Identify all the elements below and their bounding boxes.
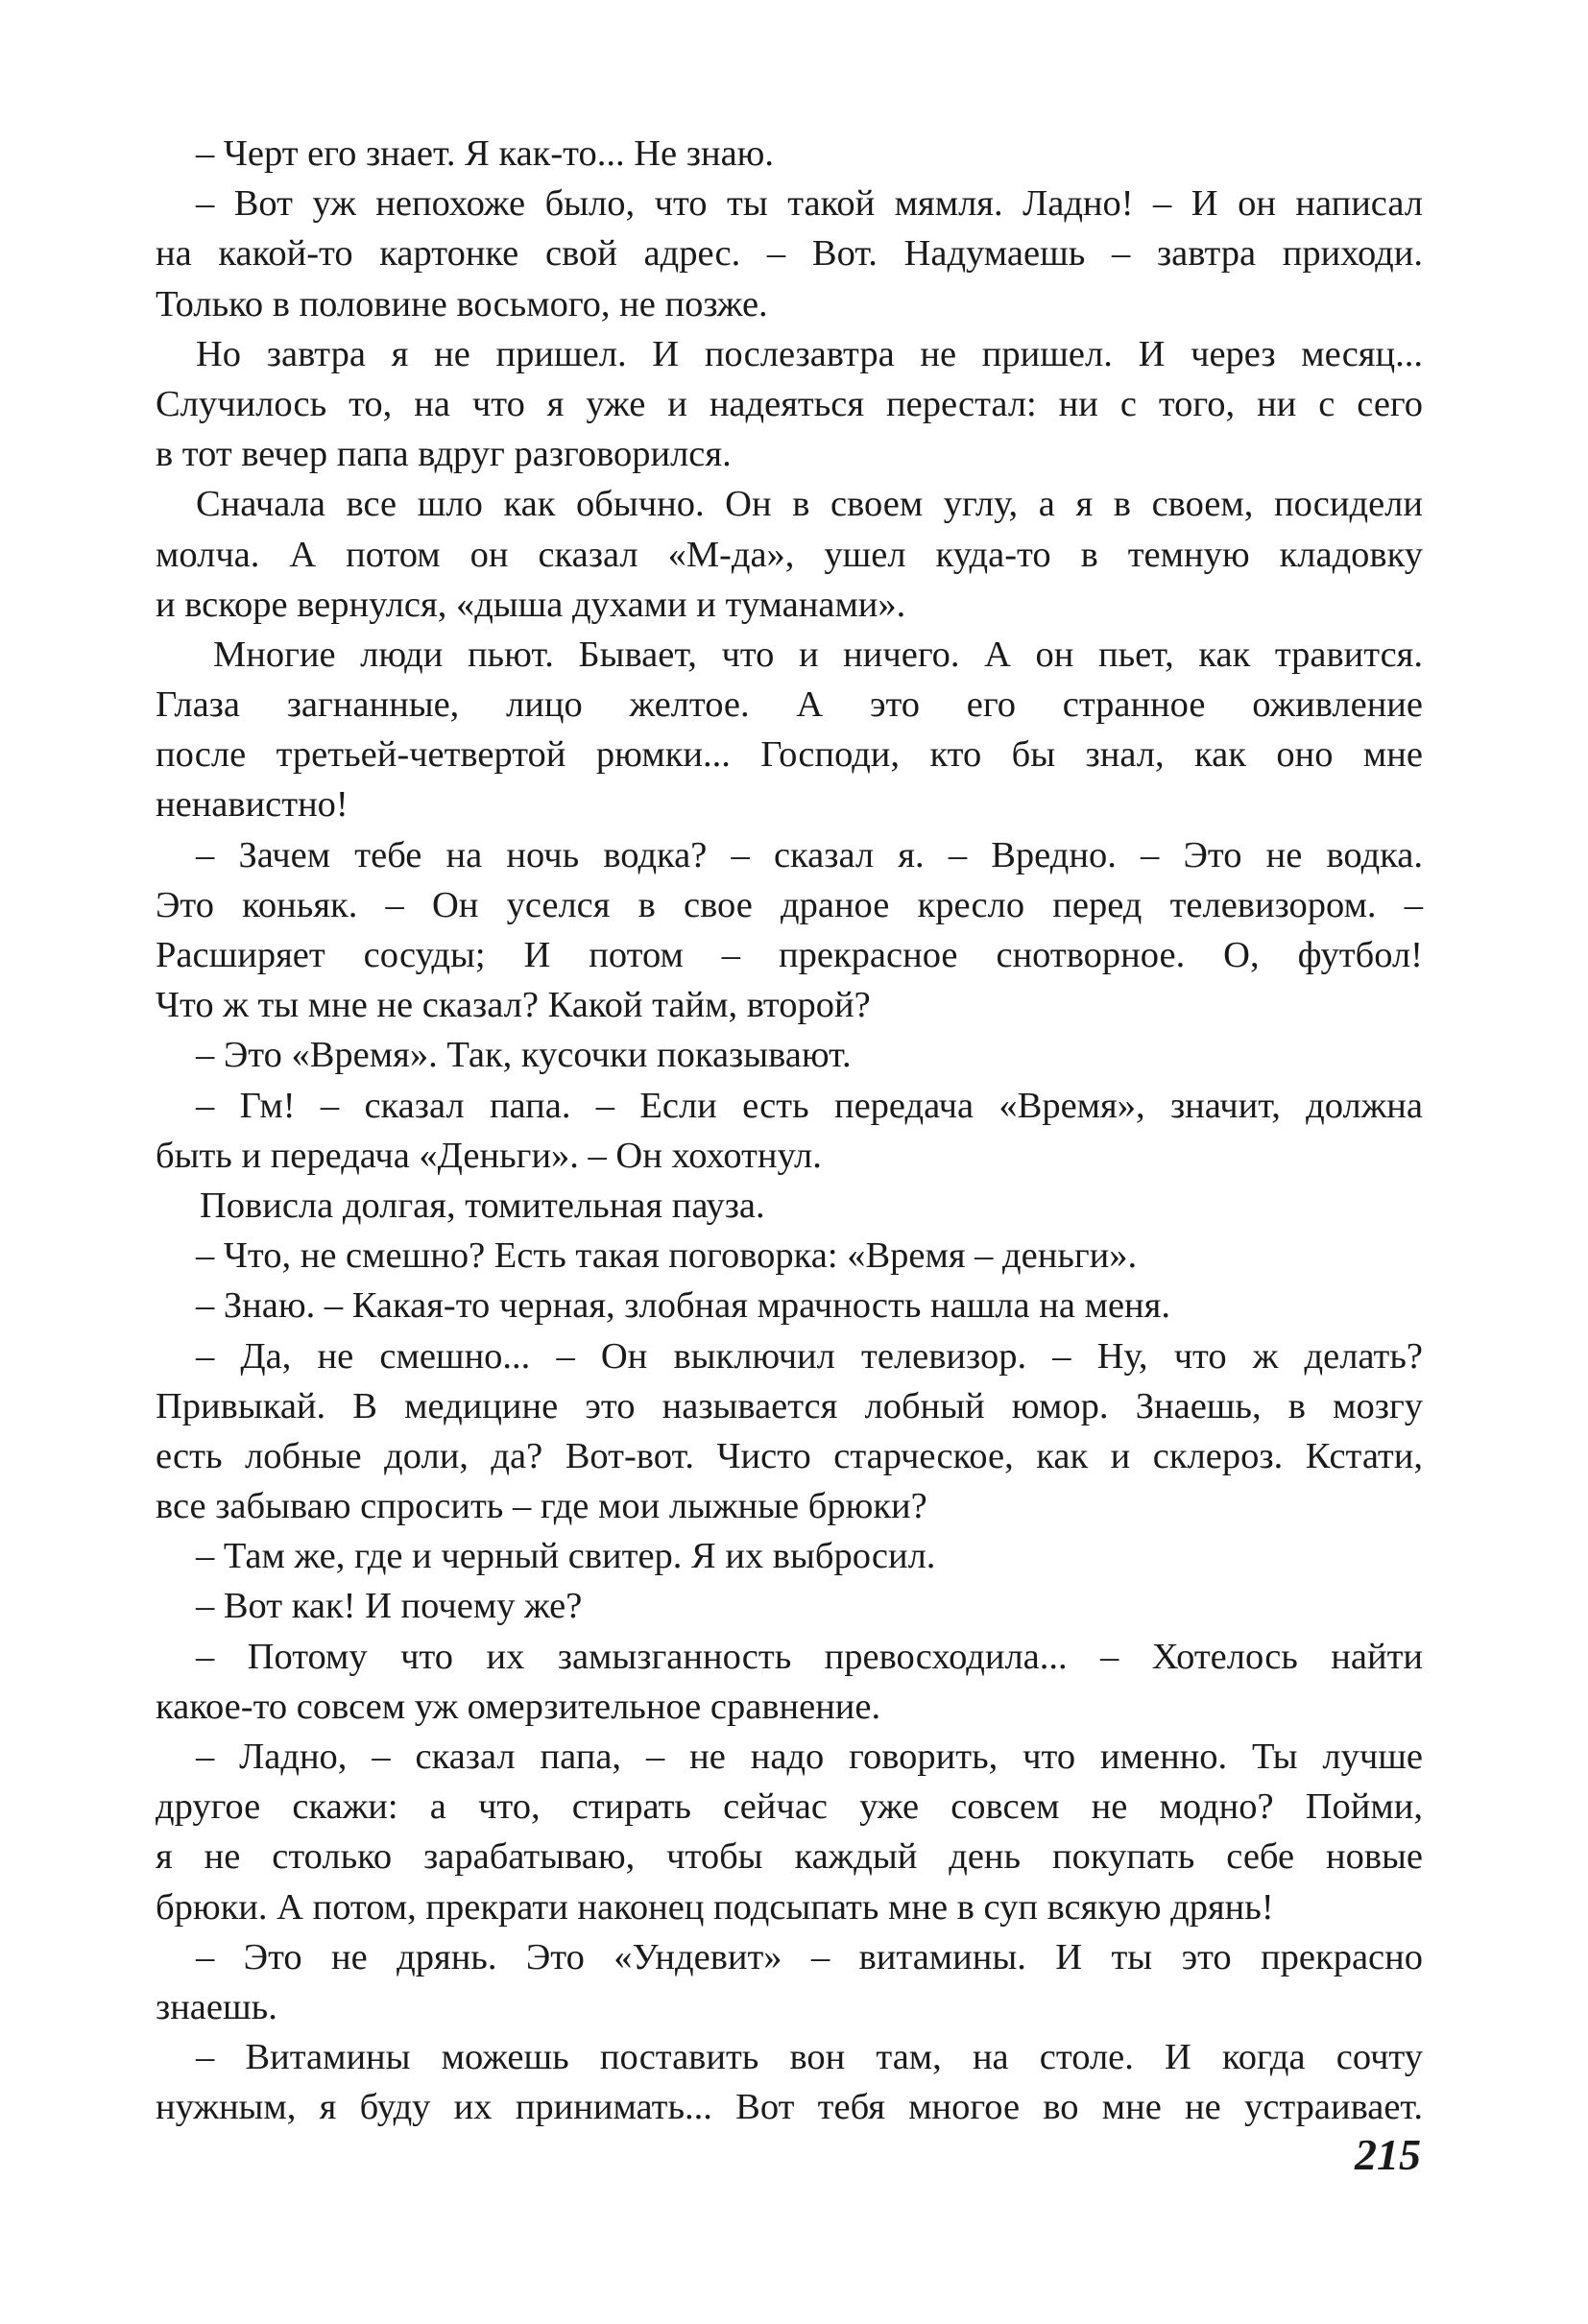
text-line: Многие люди пьют. Бывает, что и ничего. А он пьет, как травится. [213,634,1423,675]
text-line: Только в половине восьмого, не позже. [156,283,768,324]
text-line: – Потому что их замызганность превосходила... – Хотелось найти [196,1636,1423,1677]
body-text [156,129,1423,2133]
text-line: Что ж ты мне не сказал? Какой тайм, второй? [156,985,871,1026]
text-line: – Витамины можешь поставить вон там, на столе. И когда сочту [196,2037,1423,2078]
text-line: Повисла долгая, томительная пауза. [200,1185,765,1226]
text-line: молча. А потом он сказал «М-да», ушел куда-то в темную кладовку [156,534,1423,575]
text-line: – Это «Время». Так, кусочки показывают. [196,1035,852,1076]
text-line: – Зачем тебе на ночь водка? – сказал я. – Вредно. – Это не водка. [196,834,1423,875]
page-number: 215 [1355,2130,1421,2179]
text-line: – Это не дрянь. Это «Ундевит» – витамины. И ты это прекрасно [196,1936,1423,1977]
text-line: Сначала все шло как обычно. Он в своем углу, а я в своем, посидели [196,484,1423,525]
text-line: я не столько зарабатываю, чтобы каждый день покупать себе новые [156,1836,1423,1878]
text-line: нужным, я буду их принимать... Вот тебя многое во мне не устраивает. [156,2087,1423,2128]
text-line: – Вот как! И почему же? [196,1586,583,1627]
text-line: все забываю спросить – где мои лыжные брюки? [156,1486,927,1527]
text-line: Случилось то, на что я уже и надеяться перестал: ни с того, ни с сего [156,383,1423,424]
text-line: Это коньяк. – Он уселся в свое драное кресло перед телевизором. – [156,884,1423,925]
text-line: есть лобные доли, да? Вот-вот. Чисто старческое, как и склероз. Кстати, [156,1435,1423,1476]
text-line: в тот вечер папа вдруг разговорился. [156,434,732,475]
text-line: другое скажи: а что, стирать сейчас уже совсем не модно? Пойми, [156,1786,1423,1828]
text-line: какое-то совсем уж омерзительное сравнение. [156,1686,881,1727]
text-line: – Ладно, – сказал папа, – не надо говорить, что именно. Ты лучше [196,1737,1423,1777]
text-line: Но завтра я не пришел. И послезавтра не пришел. И через месяц... [196,333,1423,374]
text-line: Привыкай. В медицине это называется лобный юмор. Знаешь, в мозгу [156,1385,1423,1426]
text-line: ненавистно! [156,784,349,826]
text-line: – Там же, где и черный свитер. Я их выбросил. [196,1536,936,1577]
text-line: брюки. А потом, прекрати наконец подсыпать мне в суп всякую дрянь! [156,1886,1274,1928]
text-line: – Вот уж непохоже было, что ты такой мямля. Ладно! – И он написал [196,183,1423,225]
text-line: Расширяет сосуды; И потом – прекрасное снотворное. О, футбол! [156,935,1423,975]
text-line: – Что, не смешно? Есть такая поговорка: «Время – деньги». [196,1235,1138,1277]
text-line: Глаза загнанные, лицо желтое. А это его странное оживление [156,684,1423,726]
text-line: быть и передача «Деньги». – Он хохотнул. [156,1135,822,1176]
text-line: после третьей-четвертой рюмки... Господи, кто бы знал, как оно мне [156,734,1423,776]
text-line: на какой-то картонке свой адрес. – Вот. Надумаешь – завтра приходи. [156,233,1423,275]
text-line: – Да, не смешно... – Он выключил телевизор. – Ну, что ж делать? [196,1335,1423,1377]
text-line: – Знаю. – Какая-то черная, злобная мрачность нашла на меня. [196,1285,1170,1327]
text-line: и вскоре вернулся, «дыша духами и туманами». [156,584,906,625]
text-line: знаешь. [156,1986,277,2027]
text-line: – Гм! – сказал папа. – Если есть передача «Время», значит, должна [196,1085,1423,1126]
text-line: – Черт его знает. Я как-то... Не знаю. [196,133,775,174]
